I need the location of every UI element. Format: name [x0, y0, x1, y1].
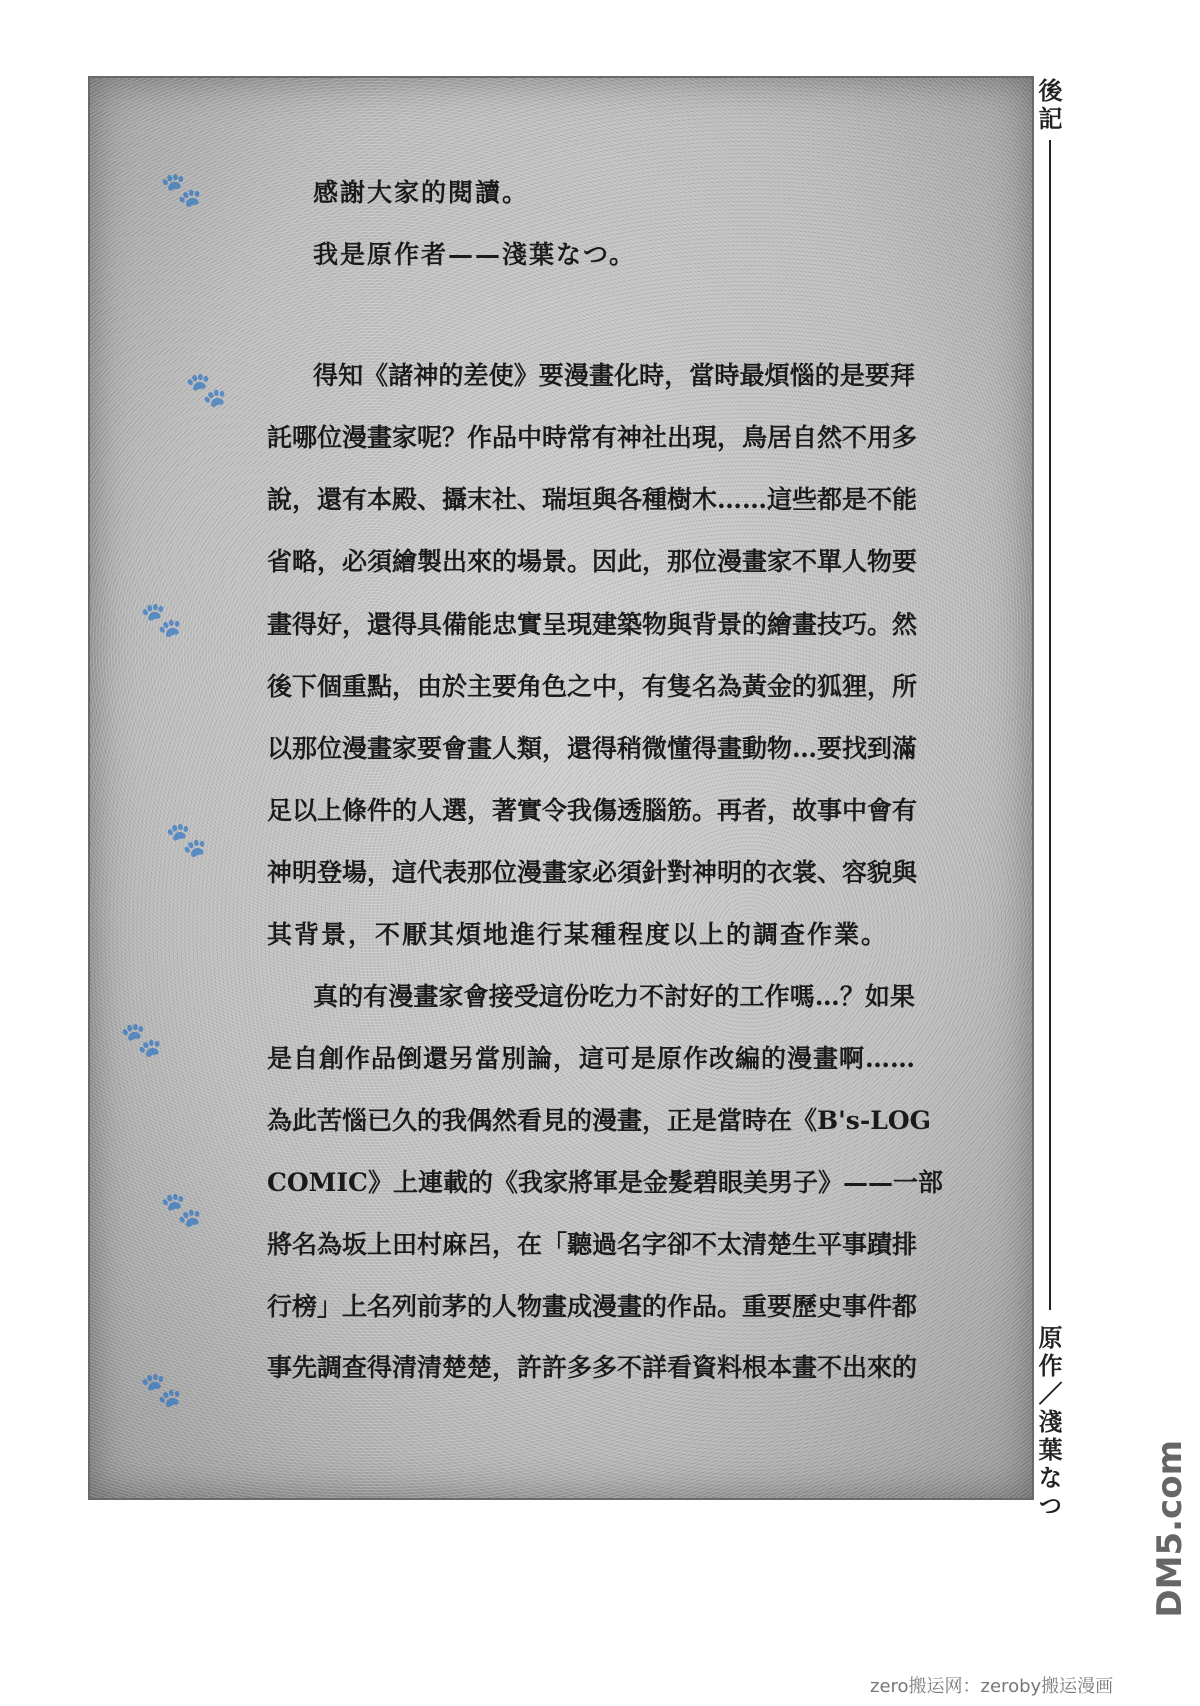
- text-line: 其背景，不厭其煩地進行某種程度以上的調查作業。: [267, 920, 889, 949]
- text-line: 足以上條件的人選，著實令我傷透腦筋。再者，故事中會有: [267, 796, 918, 825]
- text-line: 畫得好，還得具備能忠實呈現建築物與背景的繪畫技巧。然: [267, 610, 918, 639]
- afterword-panel: [88, 76, 1034, 1500]
- text-line: 神明登場，這代表那位漫畫家必須針對神明的衣裳、容貌與: [267, 858, 918, 887]
- paw-print-icon: 🐾: [160, 170, 203, 210]
- text-line: 得知《諸神的差使》要漫畫化時，當時最煩惱的是要拜: [313, 361, 915, 390]
- text-line: 說，還有本殿、攝末社、瑞垣與各種樹木……這些都是不能: [267, 485, 918, 514]
- text-line: 我是原作者——淺葉なつ。: [313, 240, 637, 269]
- footer-watermark: zero搬运网：zeroby搬运漫画: [870, 1676, 1114, 1697]
- paw-print-icon: 🐾: [160, 1190, 203, 1230]
- text-line: 託哪位漫畫家呢？作品中時常有神社出現，鳥居自然不用多: [267, 423, 918, 452]
- text-line: 感謝大家的閱讀。: [313, 178, 530, 207]
- text-line: 後下個重點，由於主要角色之中，有隻名為黃金的狐狸，所: [267, 672, 918, 701]
- text-line: 事先調查得清清楚楚，許許多多不詳看資料根本畫不出來的: [267, 1353, 918, 1382]
- text-line: 為此苦惱已久的我偶然看見的漫畫，正是當時在《B's-LOG: [267, 1106, 931, 1135]
- text-line: 以那位漫畫家要會畫人類，還得稍微懂得畫動物…要找到滿: [267, 734, 918, 763]
- paw-print-icon: 🐾: [165, 820, 208, 860]
- afterword-title: 後記: [1034, 78, 1063, 134]
- text-line: 將名為坂上田村麻呂，在「聽過名字卻不太清楚生平事蹟排: [267, 1230, 918, 1259]
- text-line: COMIC》上連載的《我家將軍是金髮碧眼美男子》——一部: [267, 1168, 943, 1197]
- text-line: 是自創作品倒還另當別論，這可是原作改編的漫畫啊……: [267, 1044, 915, 1073]
- site-watermark: DM5.com: [1150, 1440, 1190, 1618]
- side-divider: [1049, 140, 1051, 1310]
- paw-print-icon: 🐾: [140, 600, 183, 640]
- text-line: 省略，必須繪製出來的場景。因此，那位漫畫家不單人物要: [267, 547, 918, 576]
- paw-print-icon: 🐾: [120, 1020, 163, 1060]
- paw-print-icon: 🐾: [140, 1370, 183, 1410]
- paw-print-icon: 🐾: [185, 370, 228, 410]
- text-line: 真的有漫畫家會接受這份吃力不討好的工作嗎…？如果: [313, 982, 915, 1011]
- author-credit: 原作／淺葉なつ: [1034, 1325, 1063, 1521]
- text-line: 行榜」上名列前茅的人物畫成漫畫的作品。重要歷史事件都: [267, 1292, 918, 1321]
